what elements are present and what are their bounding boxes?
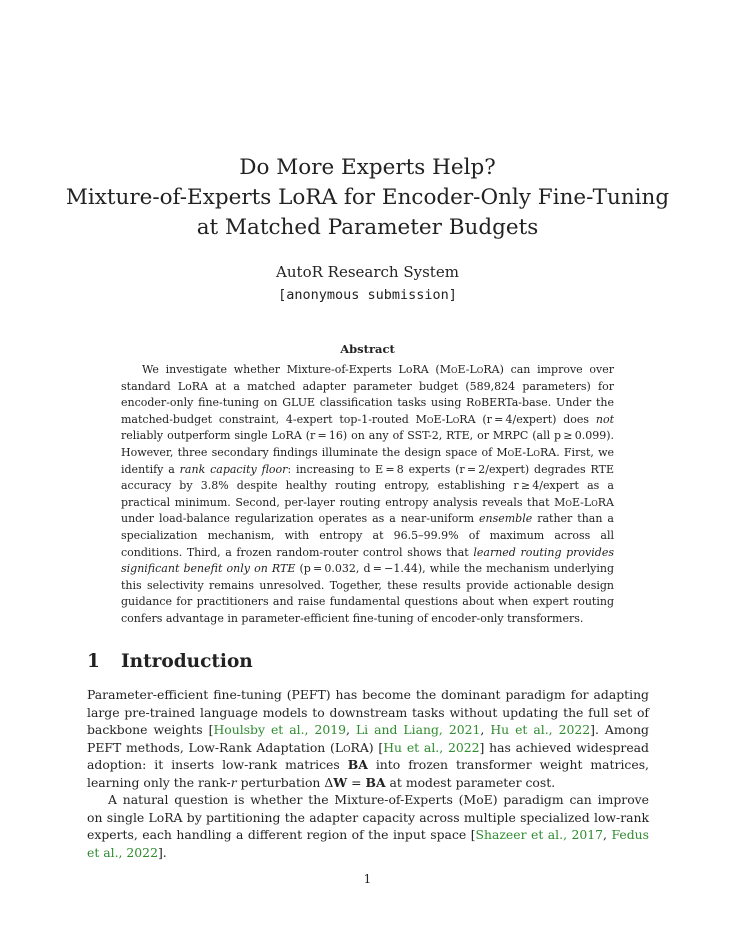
- title-line-2: Mixture-of-Experts LoRA for Encoder-Only Fine-Tuning: [65, 185, 670, 210]
- abstract-heading: Abstract: [340, 342, 395, 356]
- citation-link[interactable]: Hu et al., 2022: [490, 722, 591, 737]
- paper-title: [60, 153, 675, 243]
- title-line-3: at Matched Parameter Budgets: [196, 215, 539, 240]
- page-number: 1: [363, 872, 372, 886]
- section-heading: [87, 649, 647, 675]
- affiliation: [anonymous submission]: [278, 287, 457, 303]
- intro-paragraph-2: A natural question is whether the Mixture-of-Experts (MoE) paradigm can improve on single LoRA by partitioning the adapter capacity across multiple specialized low-rank experts, each handling a different region of the input space [Shazeer et al., 2017, Fedus et al., 2022].: [87, 792, 649, 860]
- title-line-1: Do More Experts Help?: [239, 155, 496, 180]
- intro-paragraph-1: Parameter-efficient fine-tuning (PEFT) has become the dominant paradigm for adapting large pre-trained language models to downstream tasks without updating the full set of backbone weights [Houlsby et al., 2019, Li and Liang, 2021, Hu et al., 2022]. Among PEFT methods, Low-Rank Adaptation (LoRA) [Hu et al., 2022] has achieved widespread adoption: it inserts low-rank matrices BA into frozen transformer weight matrices, learning only the rank-r perturbation ΔW = BA at modest parameter cost.: [87, 687, 649, 790]
- citation-link[interactable]: Hu et al., 2022: [383, 739, 480, 755]
- section-number: 1: [87, 651, 100, 672]
- intro-body: [87, 686, 649, 861]
- citation-link[interactable]: Li and Liang, 2021: [355, 722, 481, 737]
- section-title: Introduction: [121, 651, 253, 672]
- citation-link[interactable]: Shazeer et al., 2017: [475, 827, 604, 842]
- author-name: AutoR Research System: [276, 263, 459, 281]
- abstract-text: We investigate whether Mixture-of-Experts LoRA (MoE-LoRA) can improve over standard LoRA at a matched adapter parameter budget (589,824 parameters) for encoder-only fine-tuning on GLUE classification tasks using RoBERTa-base. Under the matched-budget constraint, 4-expert top-1-routed MoE-LoRA (r = 4/expert) does not reliably outperform single LoRA (r = 16) on any of SST-2, RTE, or MRPC (all p ≥ 0.099). However, three secondary findings illuminate the design space of MoE-LoRA. First, we identify a rank capacity floor: increasing to E = 8 experts (r = 2/expert) degrades RTE accuracy by 3.8% despite healthy routing entropy, establishing r ≥ 4/expert as a practical minimum. Second, per-layer routing entropy analysis reveals that MoE-LoRA under load-balance regularization operates as a near-uniform ensemble rather than a specialization mechanism, with entropy at 96.5–99.9% of maximum across all conditions. Third, a frozen random-router control shows that learned routing provides significant benefit only on RTE (p = 0.032, d = −1.44), while the mechanism underlying this selectivity remains unresolved. Together, these results provide actionable design guidance for practitioners and raise fundamental questions about when expert routing confers advantage in parameter-efficient fine-tuning of encoder-only transformers.: [121, 363, 615, 625]
- citation-link[interactable]: Houlsby et al., 2019: [213, 722, 346, 737]
- citation-link[interactable]: Fedus et al., 2022: [87, 827, 649, 860]
